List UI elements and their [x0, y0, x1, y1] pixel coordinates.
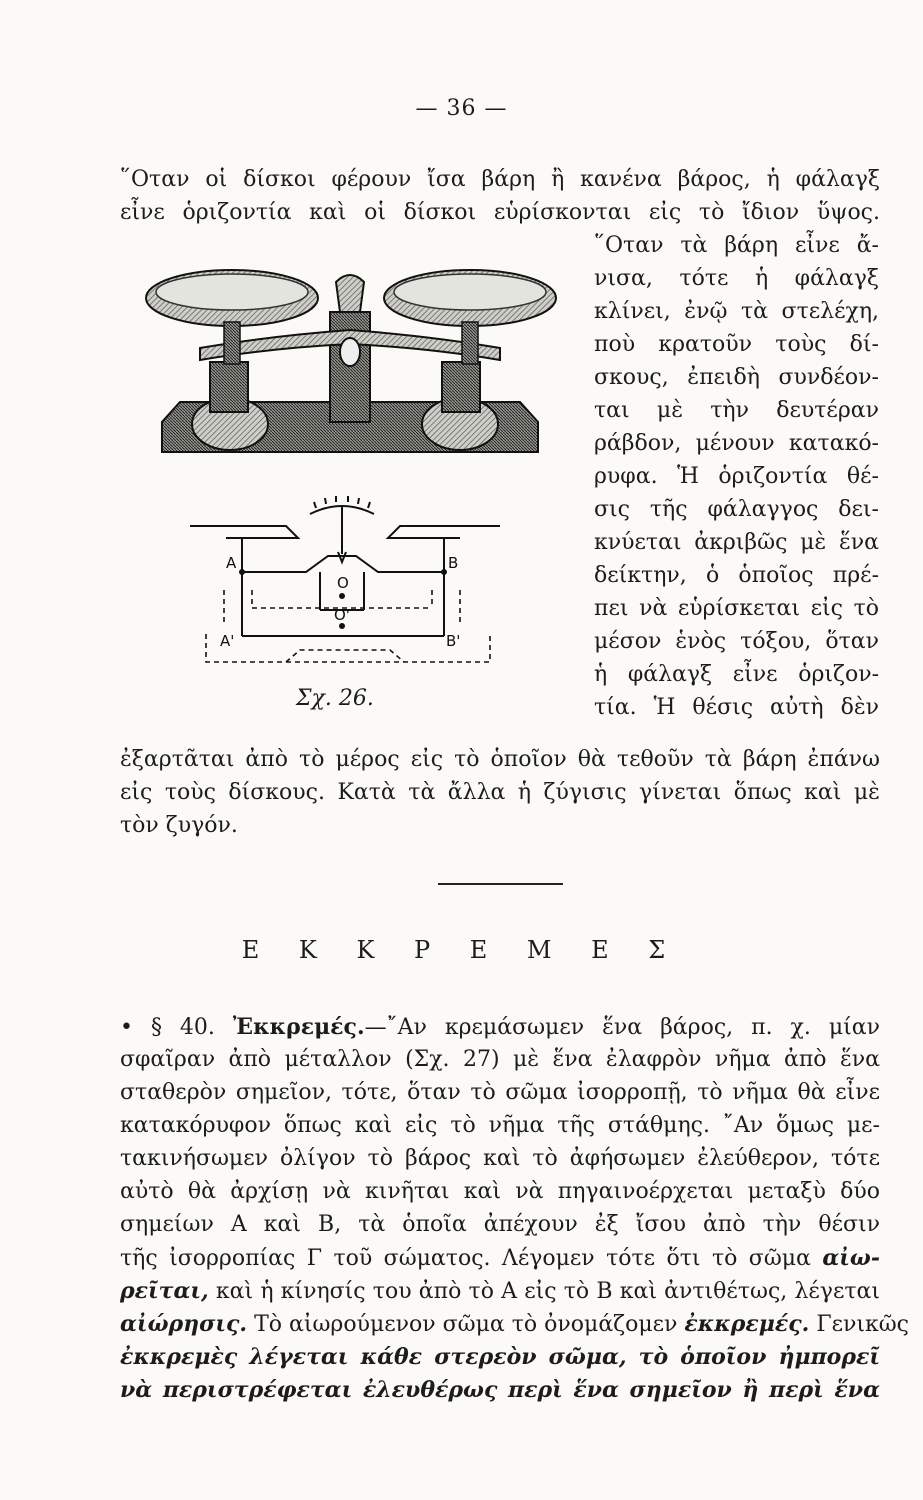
- label-o: O: [337, 574, 349, 592]
- text-line: κατακόρυφον ὅπως καὶ εἰς τὸ νῆμα τῆς στάθμης. ῎Αν ὅμως με-: [120, 1113, 880, 1138]
- label-a: A: [226, 554, 237, 572]
- text-line: εἶνε ὁριζοντία καὶ οἱ δίσκοι εὑρίσκονται εἰς τὸ ἴδιον ὕψος.: [120, 200, 880, 225]
- text-line: σημείων Α καὶ Β, τὰ ὁποῖα ἀπέχουν ἐξ ἴσου ἀπὸ τὴν θέσιν: [120, 1212, 880, 1237]
- text-line: ρεῖται, καὶ ἡ κίνησίς του ἀπὸ τὸ Α εἰς τὸ Β καὶ ἀντιθέτως, λέγεται: [120, 1278, 880, 1304]
- text-line: σκους, ἐπειδὴ συνδέον-: [594, 365, 879, 390]
- term-bold: Ἐκκρεμές.: [232, 1014, 365, 1040]
- text-line: τία. Ἡ θέσις αὐτὴ δὲν: [594, 695, 879, 720]
- text-line: ἐκκρεμὲς λέγεται κάθε στερεὸν σῶμα, τὸ ὁποῖον ἠμπορεῖ: [120, 1344, 880, 1370]
- text-line: τῆς ἰσορροπίας Γ τοῦ σώματος. Λέγομεν τότε ὅτι τὸ σῶμα αἰω-: [120, 1245, 880, 1271]
- text-line: ρυφα. Ἡ ὁριζοντία θέ-: [594, 464, 879, 489]
- text-line: κλίνει, ἐνῷ τὰ στελέχη,: [594, 299, 879, 324]
- text-line: ἡ φάλαγξ εἶνε ὁριζον-: [594, 662, 879, 687]
- text-line: εἰς τοὺς δίσκους. Κατὰ τὰ ἄλλα ἡ ζύγισις γίνεται ὅπως καὶ μὲ: [120, 780, 880, 805]
- section-mark: • § 40.: [120, 1015, 215, 1040]
- label-o-prime: O': [334, 606, 350, 624]
- text-line: ποὺ κρατοῦν τοὺς δί-: [594, 332, 879, 357]
- section-heading: Ε Κ Κ Ρ Ε Μ Ε Σ: [241, 936, 682, 964]
- text-line: σφαῖραν ἀπὸ μέταλλον (Σχ. 27) μὲ ἕνα ἐλαφρὸν νῆμα ἀπὸ ἕνα: [120, 1047, 880, 1072]
- label-b-prime: B': [446, 632, 461, 650]
- text-line: ῞Οταν οἱ δίσκοι φέρουν ἴσα βάρη ἢ κανένα βάρος, ἡ φάλαγξ: [120, 167, 880, 192]
- text-line: • § 40. Ἐκκρεμές.—῎Αν κρεμάσωμεν ἕνα βάρος, π. χ. μίαν: [120, 1014, 881, 1040]
- text-line: αὐτὸ θὰ ἀρχίσῃ νὰ κινῆται καὶ νὰ πηγαινοέρχεται μεταξὺ δύο: [120, 1179, 880, 1204]
- text-line: νισα, τότε ἡ φάλαγξ: [594, 266, 879, 291]
- figure-caption: Σχ. 26.: [296, 686, 374, 711]
- text-line: ἐξαρτᾶται ἀπὸ τὸ μέρος εἰς τὸ ὁποῖον θὰ τεθοῦν τὰ βάρη ἐπάνω: [120, 747, 880, 772]
- label-b: B: [448, 554, 459, 572]
- label-a-prime: A': [220, 632, 235, 650]
- text-line: κνύεται ἀκριβῶς μὲ ἕνα: [594, 530, 879, 555]
- text-line: μέσον ἑνὸς τόξου, ὅταν: [594, 629, 879, 654]
- text-line: σις τῆς φάλαγγος δει-: [594, 497, 879, 522]
- text-line: αἰώρησις. Τὸ αἰωρούμενον σῶμα τὸ ὀνομάζομεν ἐκκρεμές. Γενικῶς: [120, 1311, 909, 1337]
- balance-schematic-diagram: [190, 490, 500, 670]
- page-number: — 36 —: [415, 96, 508, 121]
- text-line: τακινήσωμεν ὀλίγον τὸ βάρος καὶ τὸ ἀφήσωμεν ἐλεύθερον, τότε: [120, 1146, 880, 1171]
- balance-scale-illustration: [140, 252, 560, 464]
- text-line: ῞Οταν τὰ βάρη εἶνε ἄ-: [594, 233, 879, 258]
- text-line: τὸν ζυγόν.: [120, 813, 238, 838]
- text-line: δείκτην, ὁ ὁποῖος πρέ-: [594, 563, 879, 588]
- text-line: ται μὲ τὴν δευτέραν: [594, 398, 879, 423]
- text-line: ράβδον, μένουν κατακό-: [594, 431, 879, 456]
- text-line: νὰ περιστρέφεται ἐλευθέρως περὶ ἕνα σημεῖον ἢ περὶ ἕνα: [120, 1377, 880, 1403]
- separator-rule: [438, 883, 563, 885]
- text-line: πει νὰ εὑρίσκεται εἰς τὸ: [594, 596, 879, 621]
- text-line: σταθερὸν σημεῖον, τότε, ὅταν τὸ σῶμα ἰσορροπῇ, τὸ νῆμα θὰ εἶνε: [120, 1080, 880, 1105]
